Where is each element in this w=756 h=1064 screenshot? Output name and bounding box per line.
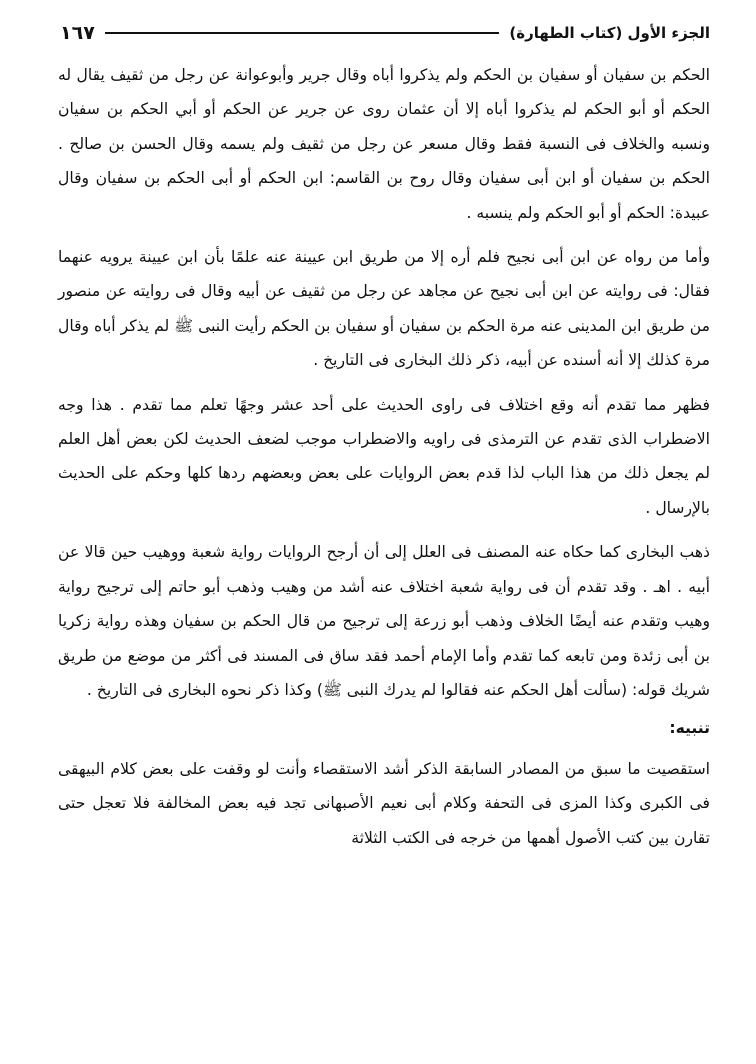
header-title: الجزء الأول (كتاب الطهارة) [509,24,710,42]
note-paragraph: استقصيت ما سبق من المصادر السابقة الذكر أشد الاستقصاء وأنت لو وقفت على بعض كلام البيهقى فى الكبرى وكذا المزى فى التحفة وكلام أبى نعيم الأصبهانى تجد فيه بعض المخالفة فلا تعجل حتى تقارن بين كتب الأصول أهمها من خرجه فى الكتب الثلاثة [58,759,710,847]
running-header [60,16,710,50]
paragraph-2: وأما من رواه عن ابن أبى نجيح فلم أره إلا من طريق ابن عيينة عنه علمًا بأن ابن عيينة يرويه عنهما فقال: فى روايته عن ابن أبى نجيح عن مجاهد عن رجل من ثقيف عن أبيه وقال فى روايته عن منصور من طريق ابن المدينى عنه مرة الحكم بن سفيان أو سفيان بن الحكم رأيت النبى ﷺ لم يذكر أباه وقال مرة كذلك إلا أنه أسنده عن أبيه، ذكر ذلك البخارى فى التاريخ . [58,248,710,370]
paragraph-4: ذهب البخارى كما حكاه عنه المصنف فى العلل إلى أن أرجح الروايات رواية شعبة ووهيب حين قالا عن أبيه . اهـ . وقد تقدم أن فى رواية شعبة اختلاف عنه أشد من وهيب وذهب أبو حاتم إلى ترجيح رواية وهيب وتقدم عنه أيضًا الخلاف وذهب أبو زرعة إلى ترجيح من قال الحكم بن سفيان وهذه رواية زكريا بن أبى زئدة ومن تابعه كما تقدم وأما الإمام أحمد فقد ساق فى المسند فى أكثر من موضع من طريق شريك قوله: (سألت أهل الحكم عنه فقالوا لم يدرك النبى ﷺ) وكذا ذكر نحوه البخارى فى التاريخ . [58,543,710,699]
paragraph-3: فظهر مما تقدم أنه وقع اختلاف فى راوى الحديث على أحد عشر وجهًا تعلم مما تقدم . هذا وجه الاضطراب الذى تقدم عن الترمذى فى راويه والاضطراب موجب لضعف الحديث لكن بعض أهل العلم لم يجعل ذلك من هذا الباب لذا قدم بعض الروايات على بعض وبعضهم ردها كلها وحكم على الحديث بالإرسال . [58,395,710,517]
page-number: ١٦٧ [60,22,95,44]
paragraph-1: الحكم بن سفيان أو سفيان بن الحكم ولم يذكروا أباه وقال جرير وأبوعوانة عن رجل من ثقيف يقال له الحكم أو أبو الحكم لم يذكروا أباه إلا أن عثمان روى عن جرير عن الحكم أو أبي الحكم بن سفيان ونسبه والخلاف فى النسبة فقط وقال مسعر عن رجل من ثقيف ولم يسمه وقال الحسن بن صالح . الحكم بن سفيان أو ابن أبى سفيان وقال روح بن القاسم: ابن الحكم أو أبى الحكم بن سفيان وقال عبيدة: الحكم أو أبو الحكم ولم ينسبه . [58,66,710,222]
header-rule [105,32,500,34]
page-body [58,58,710,865]
note-heading: تنبيه: [669,719,710,738]
